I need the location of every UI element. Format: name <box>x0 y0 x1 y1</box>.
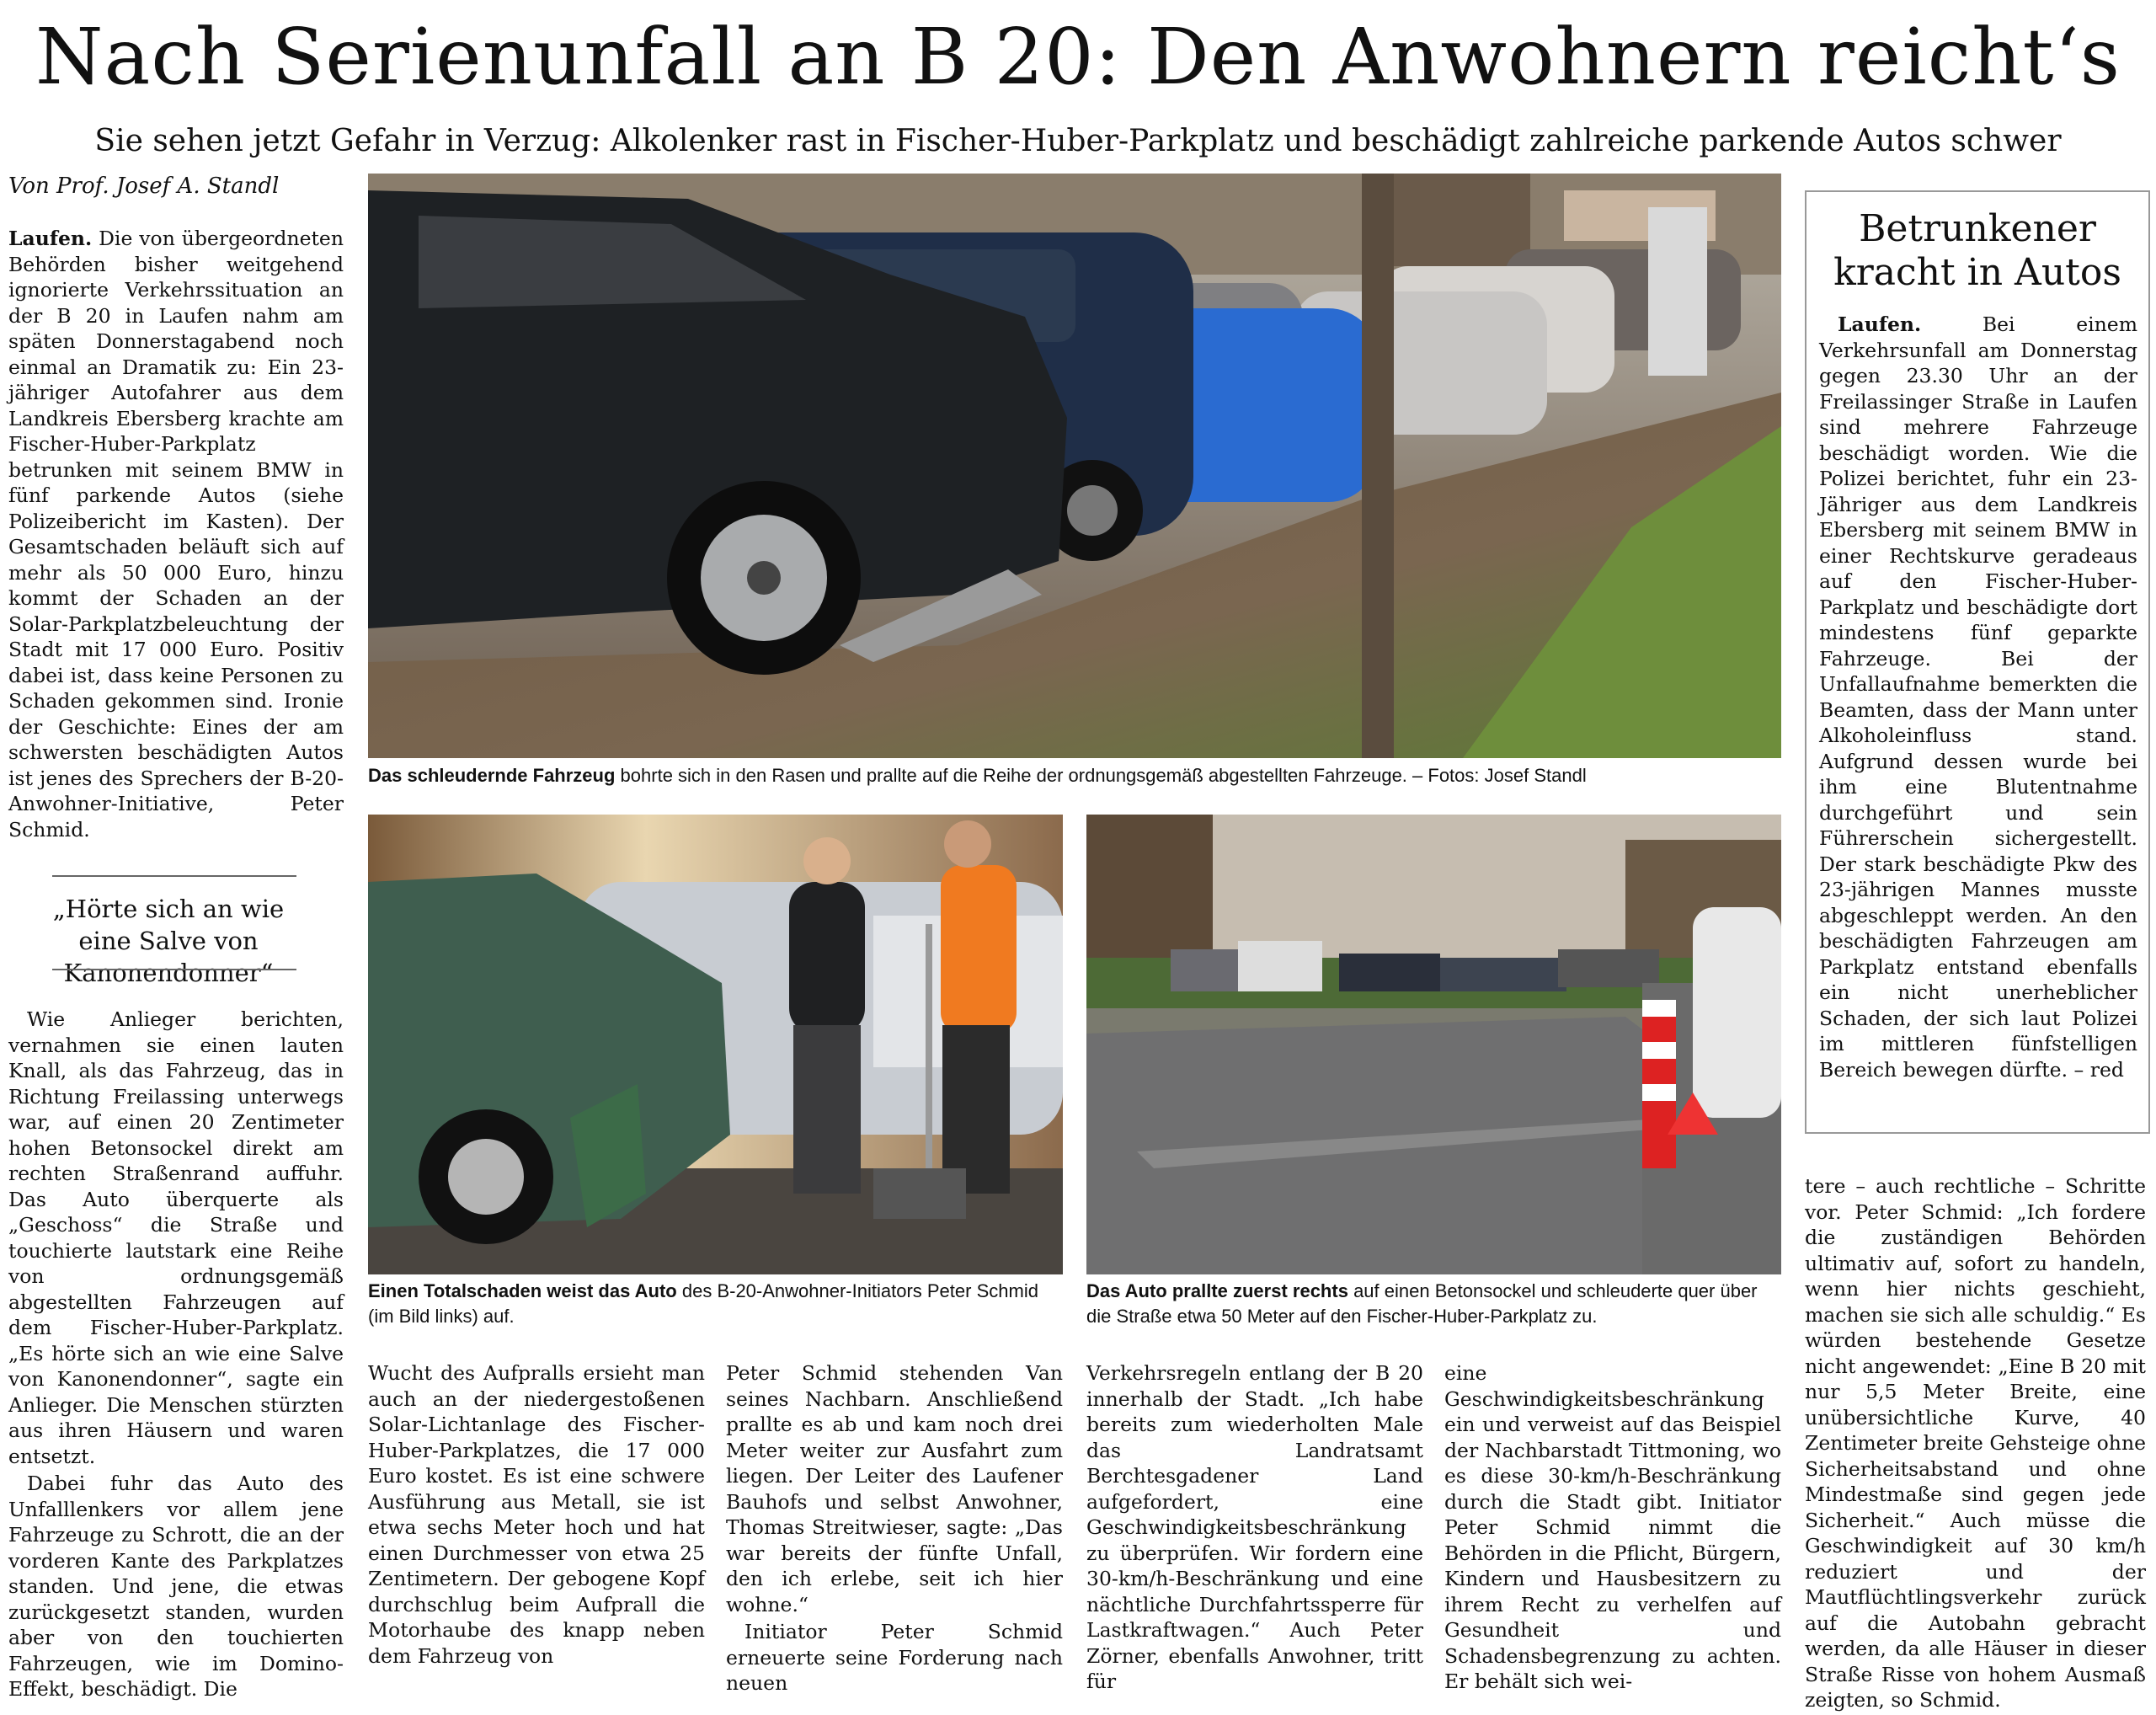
caption-text: bohrte sich in den Rasen und prallte auf die Reihe der ordnungsgemäß abgestellten Fahrzeuge. – Fotos: Josef Standl <box>620 765 1587 786</box>
column-6 <box>1805 1173 2146 1715</box>
byline: Von Prof. Josef A. Standl <box>8 174 280 199</box>
col5-paragraph: eine Geschwindigkeitsbeschränkung ein und verweist auf das Beispiel der Nachbarstadt Tittmoning, wo es diese 30-km/h-Beschränkung durch die Stadt gibt. Initiator Peter Schmid nimmt die Behörden in die Pflicht, Bürgern, Kindern und Hausbesitzern zu ihrem Recht zu verhelfen auf Gesundheit und Schadensbegrenzung zu achten. Er behält sich wei- <box>1444 1361 1781 1693</box>
main-photo-caption <box>368 763 1781 788</box>
col3-paragraph-2: Initiator Peter Schmid erneuerte seine Forderung nach neuen <box>726 1620 1063 1695</box>
col1-paragraph-3: Dabei fuhr das Auto des Unfalllenkers vor allem jene Fahrzeuge zu Schrott, die an der vorderen Kante des Parkplatzes standen. Und jene, die etwas zurückgesetzt standen, wurden aber von den touchierten Fahrzeugen, wie im Domino-Effekt, beschädigt. Die <box>8 1472 344 1701</box>
quote-rule-bottom <box>52 969 296 970</box>
box-title: Betrunkener kracht in Autos <box>1833 207 2121 294</box>
main-photo <box>368 174 1781 758</box>
column-4 <box>1086 1360 1423 1696</box>
col4-paragraph: Verkehrsregeln entlang der B 20 innerhalb der Stadt. „Ich habe bereits zum wiederholten Male das Landratsamt Berchtesgadener Land aufgefordert, eine Geschwindigkeitsbeschränkung zu überprüfen. Wir fordern eine 30-km/h-Beschränkung und eine nächtliche Durchfahrtssperre für Lastkraftwagen.“ Auch Peter Zörner, ebenfalls Anwohner, tritt für <box>1086 1361 1423 1693</box>
box-dateline: Laufen. <box>1838 313 1922 336</box>
caption-bold: Das schleudernde Fahrzeug <box>368 765 616 786</box>
column-5 <box>1444 1360 1781 1696</box>
caption-bold: Das Auto prallte zuerst rechts <box>1086 1280 1348 1301</box>
quote-rule-top <box>52 875 296 877</box>
col2-paragraph: Wucht des Aufpralls ersieht man auch an der niedergestoßenen Solar-Lichtanlage des Fischer-Huber-Parkplatzes, die 17 000 Euro kostet. Es ist eine schwere Ausführung aus Metall, sie ist etwa sechs Meter hoch und hat einen Durchmesser von etwa 25 Zentimetern. Der gebogene Kopf durchschlug beim Aufprall die Motorhaube des knapp neben dem Fahrzeug von <box>368 1361 705 1668</box>
road-scene-image <box>1086 815 1781 1274</box>
col3-paragraph-1: Peter Schmid stehenden Van seines Nachbarn. Anschließend prallte es ab und kam noch drei Meter weiter zur Ausfahrt zum liegen. Der Leiter des Laufener Bauhofs und selbst Anwohner, Thomas Streitwieser, sagte: „Das war bereits der fünfte Unfall, den ich erlebe, seit ich hier wohne.“ <box>726 1361 1063 1616</box>
column-1-top <box>8 226 344 844</box>
left-photo <box>368 815 1063 1274</box>
right-photo-caption <box>1086 1279 1781 1329</box>
dateline: Laufen. <box>8 227 93 250</box>
caption-text: auf einen Betonsockel und schleuderte quer über die Straße etwa 50 Meter auf den Fischer-Huber-Parkplatz zu. <box>1086 1280 1758 1327</box>
right-photo <box>1086 815 1781 1274</box>
box-paragraph: Bei einem Verkehrsunfall am Donnerstag gegen 23.30 Uhr an der Freilassinger Straße in Laufen sind mehrere Fahrzeuge beschädigt worden. Wie die Polizei berichtet, fuhr ein 23-Jähriger aus dem Landkreis Ebersberg mit seinem BMW in einer Rechtskurve geradeaus auf den Fischer-Huber-Parkplatz und beschädigte dort mindestens fünf geparkte Fahrzeuge. Bei der Unfallaufnahme bemerkten die Beamten, dass der Mann unter Alkoholeinfluss stand. Aufgrund dessen wurde bei ihm eine Blutentnahme durchgeführt und sein Führerschein sichergestellt. Der stark beschädigte Pkw des 23-jährigen Mannes musste abgeschleppt werden. An den beschädigten Fahrzeugen am Parkplatz entstand ebenfalls ein nicht unerheblicher Schaden, der sich laut Polizei im mittleren fünfstelligen Bereich bewegen dürfte. – red <box>1819 313 2137 1082</box>
pull-quote: „Hörte sich an wie eine Salve von Kanonendonner“ <box>52 895 285 987</box>
box-text <box>1819 312 2137 1084</box>
damaged-van-image <box>368 815 1063 1274</box>
subheadline: Sie sehen jetzt Gefahr in Verzug: Alkolenker rast in Fischer-Huber-Parkplatz und beschädigt zahlreiche parkende Autos schwer <box>94 124 2062 158</box>
caption-text: des B-20-Anwohner-Initiators Peter Schmid (im Bild links) auf. <box>368 1280 1038 1327</box>
column-3 <box>726 1360 1063 1698</box>
column-1-bottom <box>8 1007 344 1704</box>
col1-paragraph-1: Die von übergeordneten Behörden bisher weitgehend ignorierte Verkehrssituation an der B 20 in Laufen nahm am späten Donnerstagabend noch einmal an Dramatik zu: Ein 23-jähriger Autofahrer aus dem Landkreis Ebersberg krachte am Fischer-Huber-Parkplatz betrunken mit seinem BMW in fünf parkende Autos (siehe Polizeibericht im Kasten). Der Gesamtschaden beläuft sich auf mehr als 50 000 Euro, hinzu kommt der Schaden an der Solar-Parkplatzbeleuchtung der Stadt mit 17 000 Euro. Positiv dabei ist, dass keine Personen zu Schaden gekommen sind. Ironie der Geschichte: Eines der am schwersten beschädigten Autos ist jenes des Sprechers der B-20-Anwohner-Initiative, Peter Schmid. <box>8 227 344 841</box>
caption-bold: Einen Totalschaden weist das Auto <box>368 1280 677 1301</box>
left-photo-caption <box>368 1279 1063 1329</box>
headline: Nach Serienunfall an B 20: Den Anwohnern reicht‘s <box>35 12 2121 102</box>
col6-paragraph: tere – auch rechtliche – Schritte vor. Peter Schmid: „Ich fordere die zuständigen Behörden ultimativ auf, sofort zu handeln, wenn hier nichts geschieht, machen sie sich alle schuldig.“ Es würden bestehende Gesetze nicht angewendet: „Eine B 20 mit nur 5,5 Meter Breite, eine unübersichtliche Kurve, 40 Zentimeter breite Gehsteige ohne Sicherheitsabstand und ohne Mindestmaße sind gegen jede Sicherheit.“ Auch müsse die Geschwindigkeit auf 30 km/h reduziert und der Mautflüchtlingsverkehr zurück auf die Autobahn gebracht werden, da alle Häuser in dieser Straße Risse von hohem Ausmaß zeigten, so Schmid. <box>1805 1174 2146 1712</box>
col1-paragraph-2: Wie Anlieger berichten, vernahmen sie einen lauten Knall, als das Fahrzeug, das in Richtung Freilassing unterwegs war, auf einen 20 Zentimeter hohen Betonsockel direkt am rechten Straßenrand auffuhr. Das Auto überquerte als „Geschoss“ die Straße und touchierte lautstark eine Reihe von ordnungsgemäß abgestellten Fahrzeugen auf dem Fischer-Huber-Parkplatz. „Es hörte sich an wie eine Salve von Kanonendonner“, sagte ein Anlieger. Die Menschen stürzten aus ihren Häusern und waren entsetzt. <box>8 1007 344 1468</box>
crash-scene-image <box>368 174 1781 758</box>
column-2 <box>368 1360 705 1670</box>
